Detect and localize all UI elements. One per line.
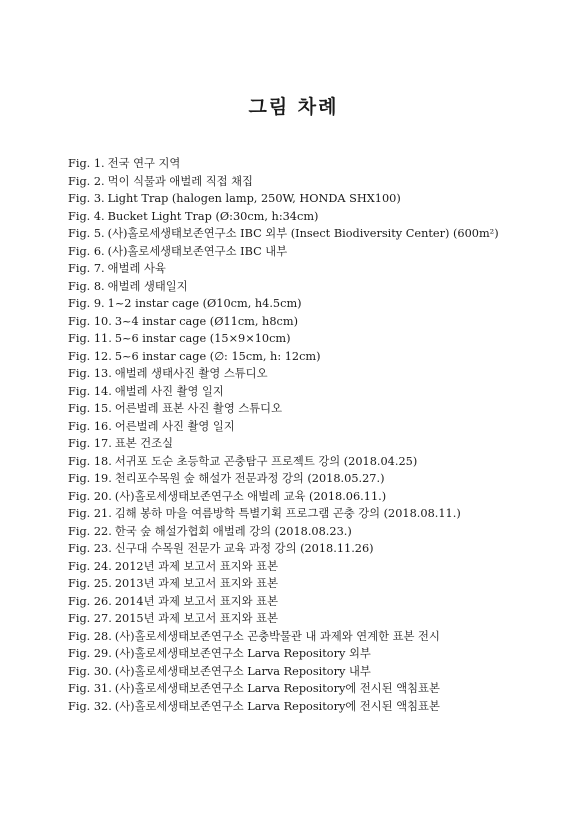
figure-number: Fig. 4. (68, 209, 105, 223)
figure-caption: (사)홀로세생태보존연구소 애벌레 교육 (2018.06.11.) (114, 489, 387, 503)
figure-caption: 천리포수목원 숲 해설가 전문과정 강의 (2018.05.27.) (114, 472, 385, 485)
figure-number: Fig. 13. (68, 367, 112, 380)
figure-list-item (68, 418, 578, 436)
figure-list-item (68, 628, 578, 646)
figure-list-item (68, 575, 578, 593)
figure-number: Fig. 1. (68, 157, 105, 170)
figure-caption: (사)홀로세생태보존연구소 Larva Repository에 전시된 액침표본 (114, 682, 440, 695)
figure-list-item (68, 155, 578, 173)
figure-caption: 애벌레 생태일지 (107, 279, 188, 293)
figure-caption: 애벌레 사진 촬영 일지 (114, 384, 224, 398)
figure-caption: (사)홀로세생태보존연구소 IBC 내부 (107, 244, 288, 258)
figure-caption: (사)홀로세생태보존연구소 Larva Repository 외부 (114, 647, 371, 660)
figure-list-item (68, 470, 578, 488)
figure-number: Fig. 8. (68, 279, 105, 293)
figure-caption: 3~4 instar cage (Ø11cm, h8cm) (114, 314, 298, 328)
figure-list-item (68, 225, 578, 243)
figure-list-item (68, 348, 578, 366)
figure-number: Fig. 31. (68, 682, 112, 695)
figure-caption: 한국 숲 해설가협회 애벌레 강의 (2018.08.23.) (114, 524, 352, 538)
figure-caption: (사)홀로세생태보존연구소 곤충박물관 내 과제와 연계한 표본 전시 (114, 629, 440, 643)
figure-list-item (68, 435, 578, 453)
figure-caption: Bucket Light Trap (Ø:30cm, h:34cm) (107, 209, 319, 223)
figure-caption: 5~6 instar cage (15×9×10cm) (114, 332, 291, 345)
figure-caption: Light Trap (halogen lamp, 250W, HONDA SHX100) (107, 192, 401, 205)
figure-list-item (68, 330, 578, 348)
figure-list (68, 155, 578, 715)
figure-number: Fig. 15. (68, 402, 112, 415)
figure-list-item (68, 260, 578, 278)
figure-list-item (68, 645, 578, 663)
figure-list-item (68, 453, 578, 471)
figure-caption: 김해 봉하 마을 여름방학 특별기획 프로그램 곤충 강의 (2018.08.11.) (114, 507, 461, 520)
figure-list-item (68, 593, 578, 611)
figure-number: Fig. 21. (68, 507, 112, 520)
page-title: 그림 차례 (248, 96, 339, 118)
figure-number: Fig. 16. (68, 419, 112, 433)
figure-number: Fig. 24. (68, 559, 112, 573)
figure-caption: 1~2 instar cage (Ø10cm, h4.5cm) (107, 297, 302, 310)
figure-number: Fig. 28. (68, 629, 112, 643)
figure-list-item (68, 698, 578, 716)
figure-list-item (68, 313, 578, 331)
figure-caption: 전국 연구 지역 (107, 157, 181, 170)
figure-list-item (68, 663, 578, 681)
figure-caption: (사)홀로세생태보존연구소 Larva Repository에 전시된 액침표본 (114, 699, 440, 713)
figure-number: Fig. 9. (68, 297, 105, 310)
figure-caption: 2012년 과제 보고서 표지와 표본 (114, 559, 278, 573)
figure-caption: 2013년 과제 보고서 표지와 표본 (114, 577, 278, 590)
figure-list-item (68, 505, 578, 523)
figure-caption: 애벌레 사육 (107, 262, 166, 275)
figure-number: Fig. 30. (68, 664, 112, 678)
figure-caption: (사)홀로세생태보존연구소 IBC 외부 (Insect Biodiversity Center) (600m²) (107, 227, 499, 240)
figure-caption: (사)홀로세생태보존연구소 Larva Repository 내부 (114, 664, 371, 678)
figure-caption: 표본 건조실 (114, 437, 173, 450)
figure-caption: 2014년 과제 보고서 표지와 표본 (114, 594, 278, 608)
figure-number: Fig. 3. (68, 192, 105, 205)
figure-number: Fig. 23. (68, 542, 112, 555)
figure-number: Fig. 17. (68, 437, 112, 450)
figure-number: Fig. 19. (68, 472, 112, 485)
figure-list-item (68, 383, 578, 401)
figure-caption: 서귀포 도순 초등학교 곤충탐구 프로젝트 강의 (2018.04.25) (114, 454, 418, 468)
figure-caption: 2015년 과제 보고서 표지와 표본 (114, 612, 278, 625)
figure-list-item (68, 540, 578, 558)
figure-list-item (68, 365, 578, 383)
figure-list-item (68, 558, 578, 576)
figure-number: Fig. 32. (68, 699, 112, 713)
figure-list-item (68, 243, 578, 261)
figure-list-item (68, 208, 578, 226)
figure-number: Fig. 2. (68, 174, 105, 188)
figure-number: Fig. 18. (68, 454, 112, 468)
figure-caption: 어른벌레 사진 촬영 일지 (114, 419, 235, 433)
figure-number: Fig. 5. (68, 227, 105, 240)
figure-caption: 신구대 수목원 전문가 교육 과정 강의 (2018.11.26) (114, 542, 374, 555)
figure-number: Fig. 7. (68, 262, 105, 275)
figure-number: Fig. 25. (68, 577, 112, 590)
figure-list-item (68, 278, 578, 296)
figure-number: Fig. 22. (68, 524, 112, 538)
figure-number: Fig. 20. (68, 489, 112, 503)
figure-number: Fig. 6. (68, 244, 105, 258)
figure-number: Fig. 10. (68, 314, 112, 328)
figure-number: Fig. 11. (68, 332, 112, 345)
figure-list-item (68, 523, 578, 541)
figure-caption: 어른벌레 표본 사진 촬영 스튜디오 (114, 402, 282, 415)
figure-caption: 먹이 식물과 애벌레 직접 채집 (107, 174, 253, 188)
figure-list-item (68, 400, 578, 418)
figure-number: Fig. 27. (68, 612, 112, 625)
figure-list-item (68, 295, 578, 313)
figure-number: Fig. 14. (68, 384, 112, 398)
figure-list-item (68, 610, 578, 628)
figure-list-item (68, 488, 578, 506)
figure-list-item (68, 190, 578, 208)
figure-number: Fig. 26. (68, 594, 112, 608)
figure-list-item (68, 173, 578, 191)
figure-number: Fig. 12. (68, 349, 112, 363)
figure-number: Fig. 29. (68, 647, 112, 660)
figure-caption: 애벌레 생태사진 촬영 스튜디오 (114, 367, 268, 380)
figure-list-item (68, 680, 578, 698)
figure-caption: 5~6 instar cage (∅: 15cm, h: 12cm) (114, 349, 321, 363)
